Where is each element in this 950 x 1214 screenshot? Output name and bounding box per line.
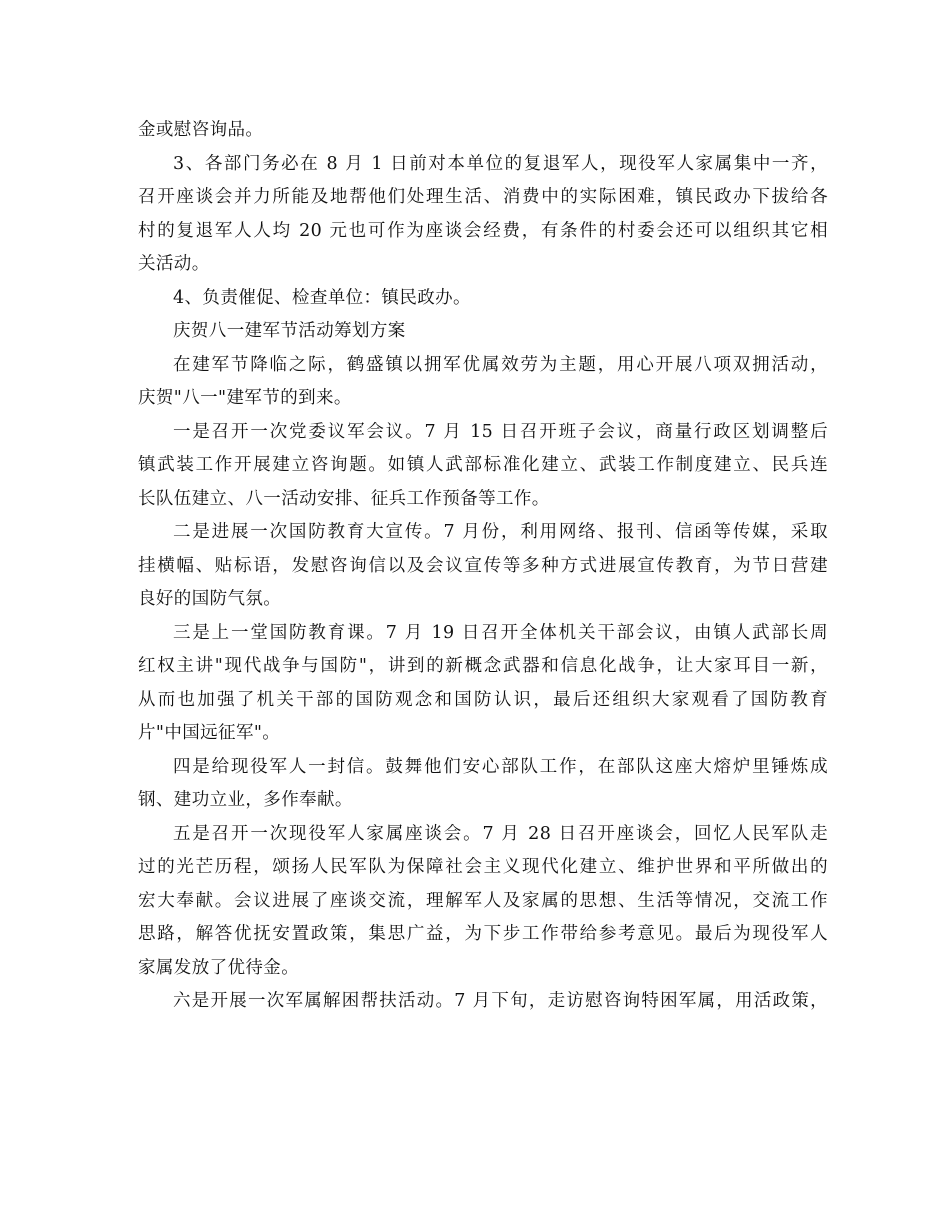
- text-line: 4、负责催促、检查单位：镇民政办。: [173, 287, 471, 308]
- text-line: 六是开展一次军属解困帮扶活动。7 月下旬，走访慰咨询特困军属，用活政策，: [173, 991, 828, 1011]
- text-line: 一是召开一次党委议军会议。7 月 15 日召开班子会议，商量行政区划调整后: [173, 421, 828, 442]
- text-line: 挂横幅、贴标语，发慰咨询信以及会议宣传等多种方式进展宣传教育，为节日营建: [138, 555, 828, 576]
- text-line: 长队伍建立、八一活动安排、征兵工作预备等工作。: [138, 488, 550, 509]
- text-line: 在建军节降临之际，鹤盛镇以拥军优属效劳为主题，用心开展八项双拥活动，: [173, 354, 828, 375]
- text-line: 宏大奉献。会议进展了座谈交流，理解军人及家属的思想、生活等情况，交流工作: [138, 890, 828, 911]
- text-line: 钢、建功立业，多作奉献。: [138, 790, 353, 810]
- text-line: 3、各部门务必在 8 月 1 日前对本单位的复退军人，现役军人家属集中一齐，: [173, 153, 828, 174]
- text-line: 红权主讲"现代战争与国防"，讲到的新概念武器和信息化战争，让大家耳目一新，: [138, 656, 828, 676]
- text-line: 片"中国远征军"。: [138, 723, 281, 743]
- text-line: 关活动。: [138, 254, 210, 274]
- text-line: 庆贺八一建军节活动筹划方案: [173, 321, 406, 341]
- text-line: 庆贺"八一"建军节的到来。: [138, 388, 352, 408]
- text-line: 五是召开一次现役军人家属座谈会。7 月 28 日召开座谈会，回忆人民军队走: [173, 823, 828, 844]
- text-line: 过的光芒历程，颂扬人民军队为保障社会主义现代化建立、维护世界和平所做出的: [138, 857, 828, 877]
- text-line: 家属发放了优待金。: [138, 957, 300, 978]
- text-line: 良好的国防气氛。: [138, 589, 282, 609]
- document-body: [138, 114, 828, 1019]
- text-line: 二是进展一次国防教育大宣传。7 月份，利用网络、报刊、信函等传媒，采取: [173, 522, 828, 542]
- text-line: 思路，解答优抚安置政策，集思广益，为下步工作带给参考意见。最后为现役军人: [138, 924, 828, 944]
- text-line: 三是上一堂国防教育课。7 月 19 日召开全体机关干部会议，由镇人武部长周: [173, 622, 828, 643]
- text-line: 镇武装工作开展建立咨询题。如镇人武部标准化建立、武装工作制度建立、民兵连: [138, 455, 828, 475]
- text-line: 村的复退军人人均 20 元也可作为座谈会经费，有条件的村委会还可以组织其它相: [138, 220, 828, 241]
- text-line: 金或慰咨询品。: [138, 120, 264, 140]
- text-line: 从而也加强了机关干部的国防观念和国防认识，最后还组织大家观看了国防教育: [138, 689, 828, 710]
- text-line: 召开座谈会并力所能及地帮他们处理生活、消费中的实际困难，镇民政办下拔给各: [138, 187, 828, 207]
- text-line: 四是给现役军人一封信。鼓舞他们安心部队工作，在部队这座大熔炉里锤炼成: [173, 756, 828, 777]
